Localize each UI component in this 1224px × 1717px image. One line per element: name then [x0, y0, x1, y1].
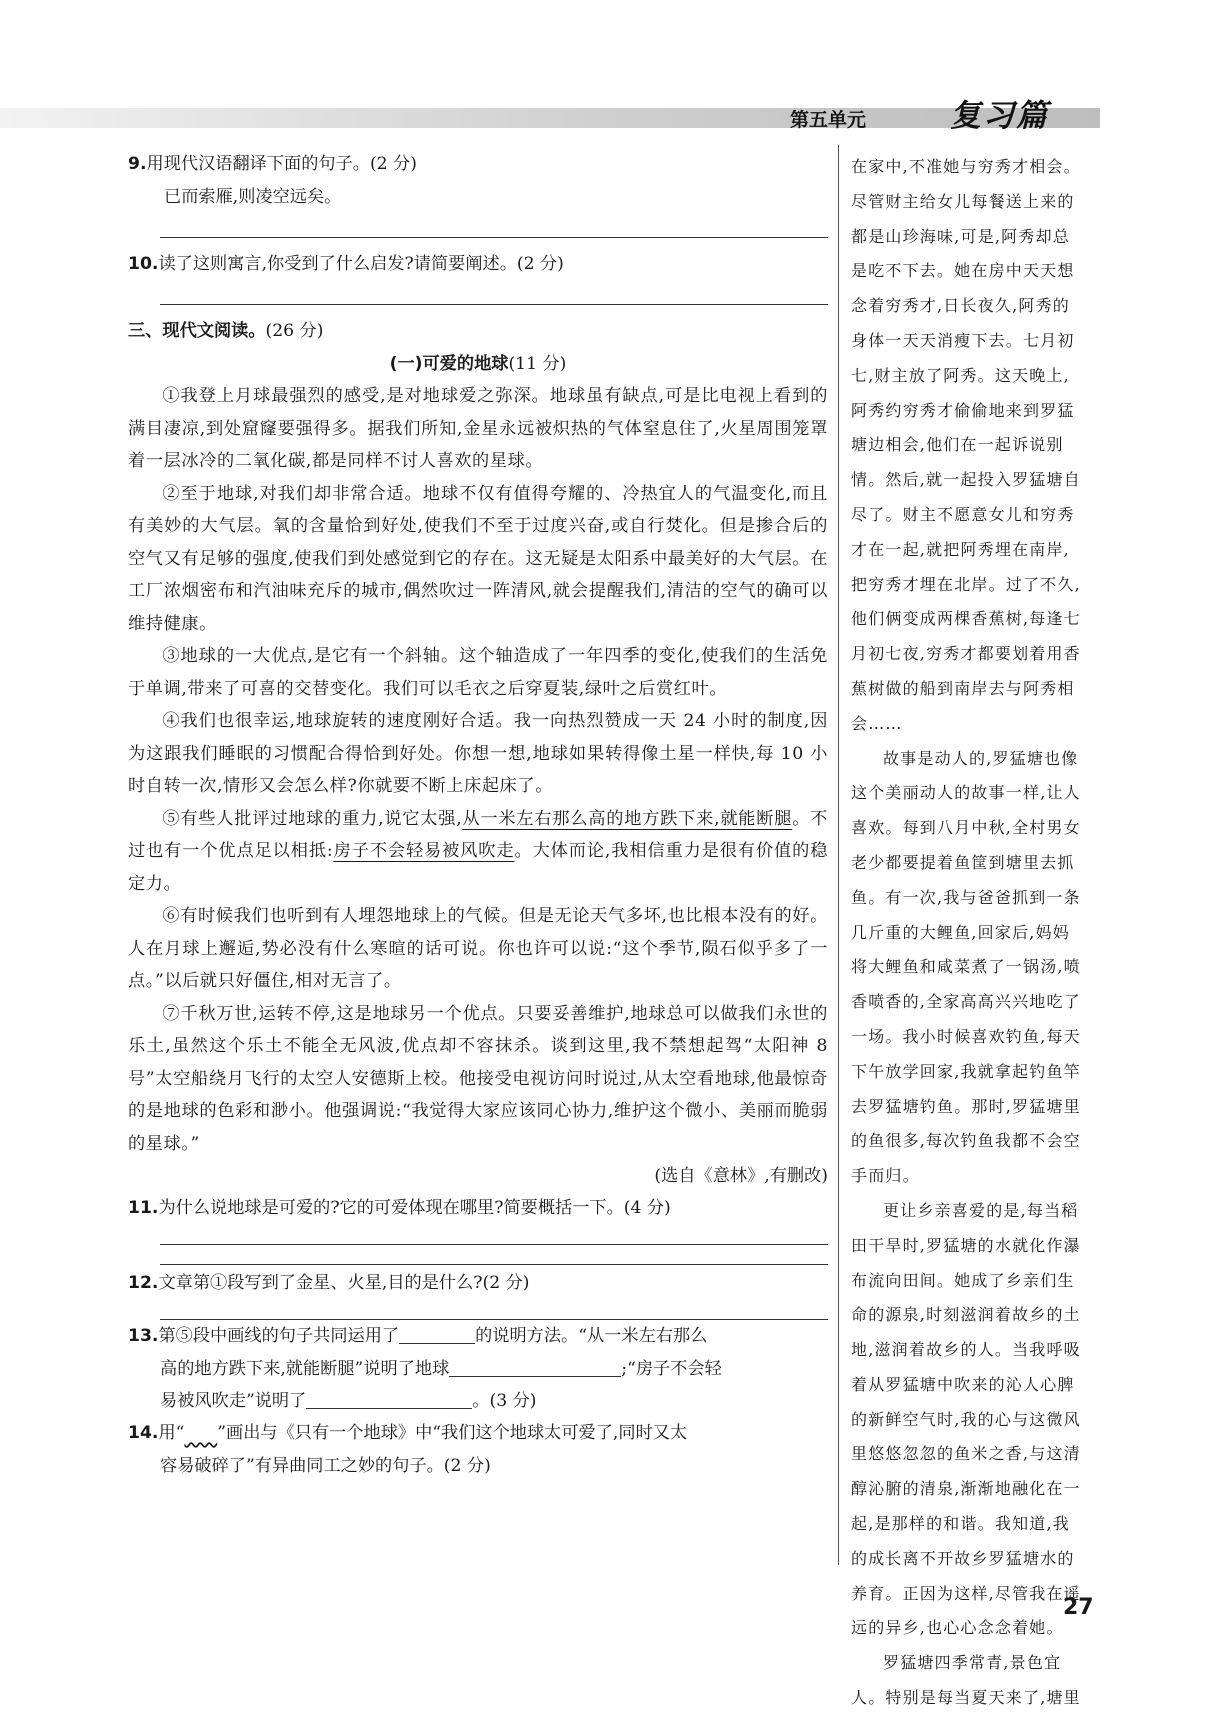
- question-text: 用“: [158, 1423, 185, 1443]
- right-column-line: 鱼。有一次,我与爸爸抓到一条: [851, 887, 1081, 907]
- right-column-line: 情。然后,就一起投入罗猛塘自: [851, 470, 1081, 490]
- right-column-line: 尽管财主给女儿每餐送上来的: [851, 191, 1075, 211]
- wavy-line-mark: [184, 1423, 217, 1443]
- right-column-line: 身体一天天消瘦下去。七月初: [851, 330, 1075, 350]
- question-number: 10.: [128, 254, 159, 274]
- question-text: ”画出与《只有一个地球》中“我们这个地球太可爱了,同时又太: [217, 1423, 688, 1443]
- right-column-line: 在家中,不准她与穷秀才相会。: [851, 157, 1081, 176]
- right-column-line: 他们俩变成两棵香蕉树,每逢七: [851, 609, 1081, 629]
- paragraph-2: ②至于地球,对我们却非常合适。地球不仅有值得夸耀的、冷热宜人的气温变化,而且有美妙的大气层。氧的含量恰到好处,使我们不至于过度兴奋,或自行焚化。但是掺合后的空气又有足够的强度,使我们到处感觉到它的存在。这无疑是太阳系中最美好的大气层。在工厂浓烟密布和汽油味充斥的城市,偶然吹过一阵清风,就会提醒我们,清洁的空气的确可以维持健康。: [128, 483, 828, 634]
- right-column-line: 里悠悠忽忽的鱼米之香,与这清: [851, 1444, 1081, 1464]
- right-column-line: 几斤重的大鲤鱼,回家后,妈妈: [851, 922, 1070, 942]
- question-text: 读了这则寓言,你受到了什么启发?请简要阐述。(2 分): [158, 254, 564, 274]
- question-14: [128, 1417, 828, 1450]
- review-logo: 复习篇: [950, 98, 1049, 134]
- question-number: 9.: [128, 154, 147, 174]
- answer-blank-3[interactable]: [306, 1388, 472, 1409]
- question-text: 为什么说地球是可爱的?它的可爱体现在哪里?简要概括一下。(4 分): [158, 1198, 671, 1218]
- answer-line: [160, 1263, 828, 1265]
- paragraph-3: ③地球的一大优点,是它有一个斜轴。这个轴造成了一年四季的变化,使我们的生活免于单调,带来了可喜的交替变化。我们可以毛衣之后穿夏装,绿叶之后赏红叶。: [128, 646, 828, 699]
- section-title: [128, 315, 828, 348]
- right-column-line: 喜欢。每到八月中秋,全村男女: [851, 818, 1081, 838]
- question-text: 的说明方法。“从一米左右那么: [475, 1326, 708, 1346]
- paragraph-5-text: 。不过也有一个优点足以相抵:: [128, 808, 828, 861]
- right-column-line: 下午放学回家,我就拿起钓鱼竿: [851, 1061, 1081, 1081]
- right-column-line: 养育。正因为这样,尽管我在遥: [851, 1583, 1081, 1603]
- right-column-line: 的新鲜空气时,我的心与这微风: [851, 1409, 1081, 1429]
- right-column-line: 命的源泉,时刻滋润着故乡的土: [851, 1305, 1081, 1325]
- question-14-line-2: 容易破碎了”有异曲同工之妙的句子。(2 分): [160, 1456, 491, 1476]
- right-column-line: 这个美丽动人的故事一样,让人: [851, 783, 1081, 803]
- right-column-line: 一场。我小时候喜欢钓鱼,每天: [851, 1026, 1081, 1046]
- right-column-line: 远的异乡,也心心念念着她。: [851, 1618, 1064, 1638]
- paragraph-1: ①我登上月球最强烈的感受,是对地球爱之弥深。地球虽有缺点,可是比电视上看到的满目凄凉,到处窟窿要强得多。据我们所知,金星永远被炽热的气体窒息住了,火星周围笼罩着一层冰冷的二氧化碳,都是同样不讨人喜欢的星球。: [128, 386, 828, 471]
- right-column: [851, 150, 1103, 1716]
- right-column-line: 月初七夜,穷秀才都要划着用香: [851, 644, 1081, 664]
- question-text: ;“房子不会轻: [621, 1359, 722, 1379]
- question-9: [128, 148, 828, 181]
- passage-score: (11 分): [508, 354, 567, 374]
- right-column-line: 老少都要提着鱼筐到塘里去抓: [851, 852, 1075, 872]
- right-column-line: 蕉树做的船到南岸去与阿秀相: [851, 678, 1075, 698]
- passage-title-text: (一)可爱的地球: [389, 354, 509, 374]
- right-column-line: 故事是动人的,罗猛塘也像: [883, 748, 1079, 768]
- right-column-line: 田干旱时,罗猛塘的水就化作瀑: [851, 1235, 1081, 1255]
- right-column-line: 香喷香的,全家高高兴兴地吃了: [851, 992, 1081, 1012]
- right-column-line: 的鱼很多,每次钓鱼我都不会空: [851, 1131, 1081, 1151]
- question-text: 文章第①段写到了金星、火星,目的是什么?(2 分): [158, 1273, 530, 1293]
- passage-title: [128, 348, 828, 380]
- question-11: [128, 1192, 828, 1225]
- right-column-line: 会……: [851, 713, 903, 733]
- question-13-line-3: [128, 1385, 828, 1417]
- paragraph-7: ⑦千秋万世,运转不停,这是地球另一个优点。只要妥善维护,地球总可以做我们永世的乐土,虽然这个乐土不能全无风波,优点却不容抹杀。谈到这里,我不禁想起驾“太阳神 8 号”太空船绕月飞行的太空人安德斯上校。他接受电视访问时说过,从太空看地球,他最惊奇的是地球的色彩和渺小。他强调说:“我觉得大家应该同心协力,维护这个微小、美丽而脆弱的星球。”: [128, 1003, 828, 1154]
- right-column-line: 的成长离不开故乡罗猛塘水的: [851, 1548, 1075, 1568]
- question-12: [128, 1267, 828, 1300]
- translation-sentence: 已而索雁,则凌空远矣。: [164, 187, 342, 207]
- section-heading: 三、现代文阅读。: [128, 321, 266, 341]
- paragraph-6: ⑥有时候我们也听到有人埋怨地球上的气候。但是无论天气多坏,也比根本没有的好。人在月球上邂逅,势必没有什么寒暄的话可说。你也许可以说:“这个季节,陨石似乎多了一点。”以后就只好僵住,相对无言了。: [128, 906, 828, 991]
- passage-source: (选自《意林》,有删改): [654, 1166, 828, 1186]
- unit-label: 第五单元: [790, 109, 867, 131]
- question-number: 12.: [128, 1273, 159, 1293]
- paragraph-5: [128, 803, 828, 901]
- right-column-line: 才在一起,就把阿秀埋在南岸,: [851, 539, 1070, 559]
- answer-line: [160, 303, 828, 305]
- header-bar: [0, 108, 1100, 128]
- answer-blank-2[interactable]: [449, 1356, 621, 1377]
- right-column-line: 七,财主放了阿秀。这天晚上,: [851, 365, 1070, 385]
- right-column-line: 罗猛塘四季常青,景色宜: [883, 1653, 1062, 1673]
- answer-line: [160, 1243, 828, 1245]
- right-column-line: 阿秀约穷秀才偷偷地来到罗猛: [851, 400, 1075, 420]
- question-13-line-2: [128, 1353, 828, 1385]
- paragraph-5-text: 。大体而论,我相信重力是很有价值的稳定力。: [128, 841, 828, 894]
- left-column: [128, 148, 828, 1482]
- right-column-line: 起,是那样的和谐。我知道,我: [851, 1514, 1070, 1534]
- question-number: 11.: [128, 1198, 159, 1218]
- question-text: 。(3 分): [472, 1391, 537, 1411]
- right-column-line: 人。特别是每当夏天来了,塘里: [851, 1688, 1081, 1708]
- right-column-line: 尽了。财主不愿意女儿和穷秀: [851, 504, 1075, 524]
- right-column-line: 念着穷秀才,日长夜久,阿秀的: [851, 296, 1070, 316]
- right-column-line: 着从罗猛塘中吹来的沁人心脾: [851, 1374, 1075, 1394]
- right-column-line: 手而归。: [851, 1166, 920, 1186]
- right-column-line: 都是山珍海味,可是,阿秀却总: [851, 226, 1070, 246]
- page-number: 27: [1063, 1595, 1094, 1620]
- question-text: 第⑤段中画线的句子共同运用了: [158, 1326, 400, 1346]
- right-column-line: 塘边相会,他们在一起诉说别: [851, 435, 1064, 455]
- right-column-line: 地,滋润着故乡的人。当我呼吸: [851, 1340, 1081, 1360]
- question-number: 13.: [128, 1326, 159, 1346]
- question-10: [128, 248, 828, 281]
- right-column-line: 醇沁腑的清泉,渐渐地融化在一: [851, 1479, 1081, 1499]
- right-column-line: 去罗猛塘钓鱼。那时,罗猛塘里: [851, 1096, 1081, 1116]
- right-column-line: 将大鲤鱼和咸菜煮了一锅汤,喷: [851, 957, 1081, 977]
- paragraph-5-text: ⑤有些人批评过地球的重力,说它太强,: [162, 808, 463, 829]
- question-text: 高的地方跌下来,就能断腿”说明了地球: [160, 1359, 450, 1379]
- question-13: [128, 1320, 828, 1353]
- answer-blank-1[interactable]: [399, 1323, 475, 1344]
- underlined-sentence-2: 房子不会轻易被风吹走: [333, 841, 515, 861]
- question-number: 14.: [128, 1423, 159, 1443]
- right-column-line: 把穷秀才埋在北岸。过了不久,: [851, 574, 1081, 594]
- right-column-line: 更让乡亲喜爱的是,每当稻: [883, 1200, 1079, 1220]
- underlined-sentence-1: 从一米左右那么高的地方跌下来,就能断腿: [462, 808, 793, 829]
- right-column-line: 布流向田间。她成了乡亲们生: [851, 1270, 1075, 1290]
- question-text: 易被风吹走”说明了: [160, 1391, 307, 1411]
- paragraph-4: ④我们也很幸运,地球旋转的速度刚好合适。我一向热烈赞成一天 24 小时的制度,因为这跟我们睡眠的习惯配合得恰到好处。你想一想,地球如果转得像土星一样快,每 10 小时自转一次,情形又会怎么样?你就要不断上床起床了。: [128, 711, 828, 796]
- section-score: (26 分): [265, 321, 324, 341]
- question-text: 用现代汉语翻译下面的句子。(2 分): [146, 154, 417, 174]
- column-divider: [838, 145, 839, 1565]
- right-column-line: 是吃不下去。她在房中天天想: [851, 261, 1075, 281]
- answer-line: [160, 236, 828, 238]
